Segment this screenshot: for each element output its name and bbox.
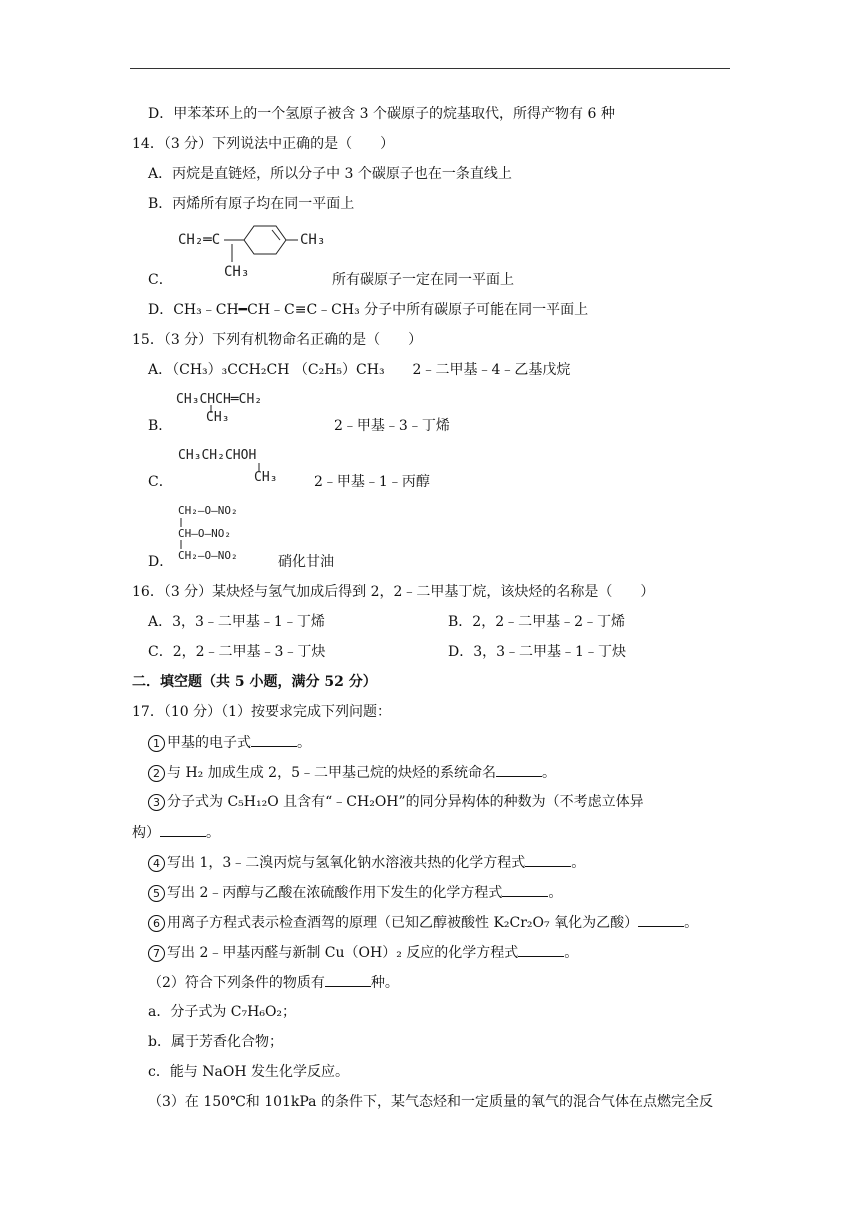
circled-number: 5 — [148, 885, 165, 902]
header-rule — [130, 68, 730, 69]
circled-number: 1 — [148, 735, 165, 752]
circled-number: 7 — [148, 945, 165, 962]
q14-c-structure-left: CH₂═C — [178, 232, 221, 248]
q15-b-structure-line1: CH₃CHCH═CH₂ — [176, 392, 263, 407]
q17-item-6: 6 用离子方程式表示检查酒驾的原理（已知乙醇被酸性 K₂Cr₂O₇ 氧化为乙酸） 。 — [148, 912, 698, 933]
q15-option-c-name: 2﹣甲基﹣1﹣丙醇 — [314, 474, 430, 490]
q17-item-5: 5 写出 2﹣丙醇与乙酸在浓硫酸作用下发生的化学方程式 。 — [148, 882, 562, 903]
q15-b-bond — [210, 405, 214, 413]
q15-d-structure-line2: CH—O—NO₂ — [178, 527, 231, 540]
q17-item-4: 4 写出 1，3﹣二溴丙烷与氢氧化钠水溶液共热的化学方程式 。 — [148, 852, 585, 873]
circled-number: 4 — [148, 855, 165, 872]
q17-item-3: 3 分子式为 C₅H₁₂O 且含有“﹣CH₂OH”的同分异构体的种数为（不考虑立体异 — [148, 792, 644, 812]
q14-c-methyl-top: CH₃ — [300, 232, 326, 248]
q15-c-structure-line2: CH₃ — [254, 470, 278, 485]
answer-blank — [251, 732, 297, 747]
section-title: 二．填空题（共 5 小题，满分 52 分） — [132, 674, 377, 690]
q15-c-bond — [258, 463, 262, 471]
q17-condition-a: a．分子式为 C₇H₆O₂； — [148, 1004, 297, 1020]
circled-number: 6 — [148, 915, 165, 932]
q15-option-b-label: B． — [148, 418, 173, 434]
q14-c-methyl-bottom: CH₃ — [224, 264, 250, 280]
answer-blank — [502, 882, 548, 897]
q16-option-c: C．2，2﹣二甲基﹣3﹣丁炔 — [148, 644, 326, 660]
q15-option-d-name: 硝化甘油 — [278, 554, 334, 570]
q15-option-d-label: D． — [148, 554, 174, 570]
q16-stem: 16．（3 分）某炔烃与氢气加成后得到 2，2﹣二甲基丁烷，该炔烃的名称是（ ） — [132, 584, 655, 600]
q17-stem: 17．（10 分）（1）按要求完成下列问题： — [132, 704, 391, 720]
q14-option-b: B．丙烯所有原子均在同一平面上 — [148, 196, 355, 212]
circled-number: 2 — [148, 765, 165, 782]
q14-option-a: A．丙烷是直链烃，所以分子中 3 个碳原子也在一条直线上 — [148, 166, 512, 182]
answer-blank — [518, 942, 564, 957]
answer-blank — [638, 912, 684, 927]
q15-option-b-name: 2﹣甲基﹣3﹣丁烯 — [334, 418, 450, 434]
q17-part3: （3）在 150℃和 101kPa 的条件下，某气态烃和一定质量的氧气的混合气体在点燃完全反 — [148, 1094, 713, 1110]
q17-part2: （2）符合下列条件的物质有 种。 — [148, 972, 399, 993]
answer-blank — [525, 852, 571, 867]
q14-option-c-label: C． — [148, 272, 173, 288]
q17-item-1: 1 甲基的电子式 。 — [148, 732, 311, 753]
answer-blank — [160, 822, 206, 837]
answer-blank — [325, 972, 371, 987]
q17-condition-b: b．属于芳香化合物； — [148, 1034, 283, 1050]
q15-stem: 15．（3 分）下列有机物命名正确的是（ ） — [132, 332, 423, 348]
q14-stem: 14．（3 分）下列说法中正确的是（ ） — [132, 136, 395, 152]
q17-item-3-cont: 构） 。 — [132, 822, 220, 843]
q15-d-structure-line3: CH₂—O—NO₂ — [178, 549, 238, 562]
q15-option-c-label: C． — [148, 474, 173, 490]
q15-d-structure-line1: CH₂—O—NO₂ — [178, 504, 238, 517]
q16-option-b: B．2，2﹣二甲基﹣2﹣丁烯 — [448, 614, 626, 630]
q14-option-c-text: 所有碳原子一定在同一平面上 — [332, 272, 514, 288]
q16-option-d: D．3，3﹣二甲基﹣1﹣丁炔 — [448, 644, 626, 660]
q17-condition-c: c．能与 NaOH 发生化学反应。 — [148, 1064, 350, 1080]
q15-b-structure-line2: CH₃ — [206, 410, 230, 425]
q17-item-7: 7 写出 2﹣甲基丙醛与新制 Cu（OH）₂ 反应的化学方程式 。 — [148, 942, 578, 963]
q15-c-structure-line1: CH₃CH₂CHOH — [178, 448, 257, 463]
q15-option-a: A．（CH₃）₃CCH₂CH （C₂H₅）CH₃ 2﹣二甲基﹣4﹣乙基戊烷 — [148, 362, 571, 378]
q15-d-bonds — [180, 518, 184, 554]
answer-blank — [496, 762, 542, 777]
q13-option-d: D．甲苯苯环上的一个氢原子被含 3 个碳原子的烷基取代，所得产物有 6 种 — [148, 106, 615, 122]
circled-number: 3 — [148, 794, 165, 811]
q16-option-a: A．3，3﹣二甲基﹣1﹣丁烯 — [148, 614, 325, 630]
q14-option-d: D．CH₃﹣CH━CH﹣C≡C﹣CH₃ 分子中所有碳原子可能在同一平面上 — [148, 302, 589, 318]
q17-item-2: 2 与 H₂ 加成生成 2，5﹣二甲基己烷的炔烃的系统命名 。 — [148, 762, 556, 783]
